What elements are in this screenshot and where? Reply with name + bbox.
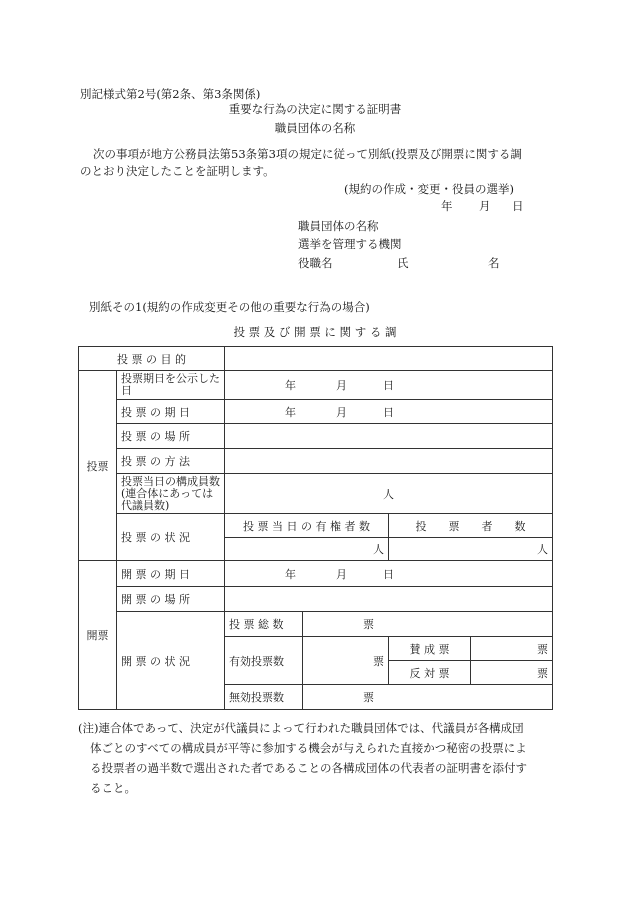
c-date-value bbox=[225, 561, 553, 587]
signatory-family-name: 氏 bbox=[397, 256, 409, 270]
v-method-label: 投 票 の 方 法 bbox=[117, 449, 225, 474]
date-month: 月 bbox=[479, 199, 491, 213]
voting-counting-table bbox=[78, 346, 553, 710]
v-announce-day: 日 bbox=[383, 379, 394, 392]
v-announce-date-value bbox=[225, 371, 553, 400]
v-announce-date-label: 投票期日を公示した日 bbox=[117, 371, 225, 400]
valid-votes-value bbox=[303, 637, 389, 685]
invalid-votes-value bbox=[303, 685, 553, 710]
voters-unit: 人 bbox=[537, 543, 548, 556]
table-title: 投 票 及 び 開 票 に 関 す る 調 bbox=[233, 325, 397, 339]
v-date-value bbox=[225, 400, 553, 424]
eligible-voters-unit: 人 bbox=[373, 543, 384, 556]
yes-votes-value bbox=[471, 637, 553, 661]
valid-votes-label: 有効投票数 bbox=[225, 637, 303, 685]
valid-votes-unit: 票 bbox=[373, 654, 384, 668]
org-name-heading: 職員団体の名称 bbox=[274, 121, 356, 135]
no-votes-label: 反 対 票 bbox=[389, 661, 471, 685]
body-line-2: のとおり決定したことを証明します。 bbox=[80, 164, 275, 178]
c-date-day: 日 bbox=[383, 567, 394, 581]
annex-title: 別紙その1(規約の作成変更その他の重要な行為の場合) bbox=[89, 300, 370, 314]
invalid-votes-unit: 票 bbox=[363, 691, 374, 704]
footnote-line-2: 体ごとのすべての構成員が平等に参加する機会が与えられた直接かつ秘密の投票によ bbox=[90, 741, 527, 755]
v-place-label: 投 票 の 場 所 bbox=[117, 424, 225, 449]
signatory-given-name: 名 bbox=[488, 256, 500, 270]
body-line-1: 次の事項が地方公務員法第53条第3項の規定に従って別紙(投票及び開票に関する調 bbox=[93, 147, 522, 161]
purpose-label: 投 票 の 目 的 bbox=[79, 347, 225, 371]
voting-group-label: 投票 bbox=[79, 371, 117, 561]
voters-label: 投 票 者 数 bbox=[389, 514, 553, 538]
purpose-note: (規約の作成・変更・役員の選挙) bbox=[344, 182, 514, 196]
v-members-unit: 人 bbox=[383, 487, 394, 501]
footnote-line-4: ること。 bbox=[90, 781, 136, 795]
c-date-month: 月 bbox=[336, 567, 347, 581]
eligible-voters-value bbox=[225, 538, 389, 561]
v-date-year: 年 bbox=[285, 405, 296, 419]
form-id: 別記様式第2号(第2条、第3条関係) bbox=[80, 87, 261, 101]
total-votes-value bbox=[303, 612, 553, 637]
v-date-month: 月 bbox=[336, 405, 347, 419]
signatory-org: 職員団体の名称 bbox=[298, 219, 379, 233]
date-year: 年 bbox=[441, 199, 453, 213]
c-date-year: 年 bbox=[285, 567, 296, 581]
v-date-label: 投 票 の 期 日 bbox=[117, 400, 225, 424]
signatory-position: 役職名 bbox=[298, 256, 333, 270]
footnote bbox=[78, 718, 552, 798]
counting-group-label: 開票 bbox=[79, 561, 117, 710]
document-title: 重要な行為の決定に関する証明書 bbox=[228, 102, 402, 116]
invalid-votes-label: 無効投票数 bbox=[225, 685, 303, 710]
c-status-label: 開 票 の 状 況 bbox=[117, 612, 225, 710]
v-members-label: 投票当日の構成員数(連合体にあっては代議員数) bbox=[117, 474, 225, 514]
eligible-voters-label: 投 票 当 日 の 有 権 者 数 bbox=[225, 514, 389, 538]
c-place-value bbox=[225, 587, 553, 612]
total-votes-label: 投 票 総 数 bbox=[225, 612, 303, 637]
total-votes-unit: 票 bbox=[363, 618, 374, 631]
v-status-label: 投 票 の 状 況 bbox=[117, 514, 225, 561]
v-announce-year: 年 bbox=[285, 379, 296, 392]
yes-votes-unit: 票 bbox=[537, 642, 548, 656]
v-date-day: 日 bbox=[383, 405, 394, 419]
voters-value bbox=[389, 538, 553, 561]
footnote-line-1: (注)連合体であって、決定が代議員によって行われた職員団体では、代議員が各構成団 bbox=[78, 721, 524, 735]
yes-votes-label: 賛 成 票 bbox=[389, 637, 471, 661]
no-votes-value bbox=[471, 661, 553, 685]
v-place-value bbox=[225, 424, 553, 449]
v-method-value bbox=[225, 449, 553, 474]
purpose-value bbox=[225, 347, 553, 371]
v-members-value bbox=[225, 474, 553, 514]
c-place-label: 開 票 の 場 所 bbox=[117, 587, 225, 612]
v-announce-month: 月 bbox=[336, 379, 347, 392]
c-date-label: 開 票 の 期 日 bbox=[117, 561, 225, 587]
signatory-election-body: 選挙を管理する機関 bbox=[298, 237, 402, 251]
date-day: 日 bbox=[512, 199, 524, 213]
no-votes-unit: 票 bbox=[537, 666, 548, 680]
footnote-line-3: る投票者の過半数で選出された者であることの各構成団体の代表者の証明書を添付す bbox=[90, 761, 527, 775]
